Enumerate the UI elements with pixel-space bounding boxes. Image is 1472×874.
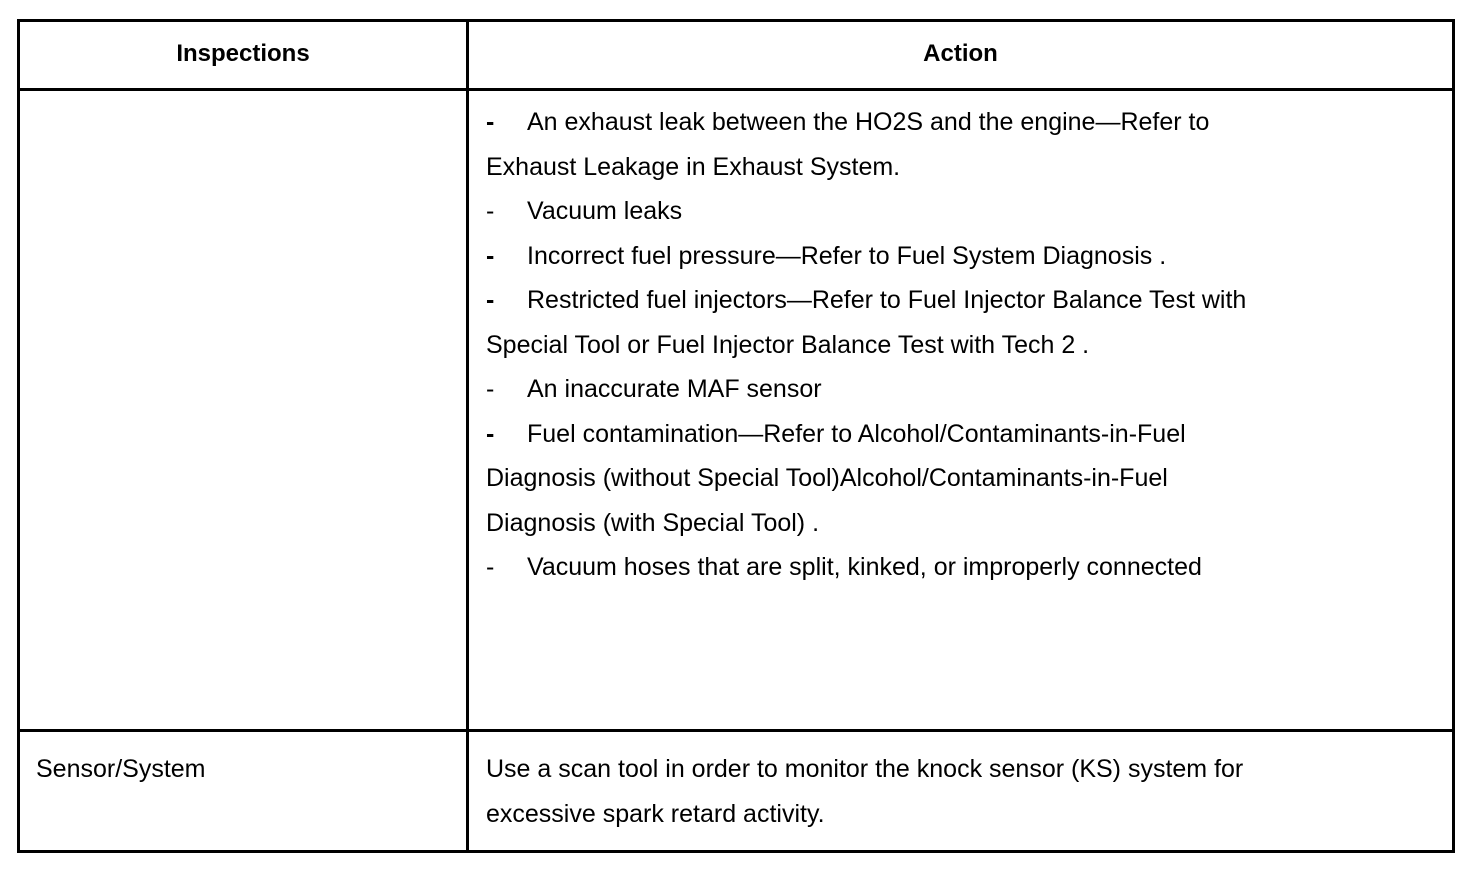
- action-line: [486, 456, 1246, 501]
- action-text: An inaccurate MAF sensor: [527, 375, 822, 403]
- column-divider: [466, 19, 469, 853]
- row-1-action-cell: [486, 100, 1246, 590]
- action-text: Special Tool or Fuel Injector Balance Test with Tech 2 .: [486, 330, 1090, 359]
- bullet-dash: -: [486, 553, 495, 581]
- action-line: [486, 792, 1243, 837]
- header-action: Action: [923, 40, 998, 67]
- action-text: An exhaust leak between the HO2S and the engine—Refer to: [527, 108, 1210, 136]
- action-line: [486, 278, 1246, 323]
- action-line: [486, 189, 1246, 234]
- action-line: [486, 747, 1243, 792]
- bullet-dash: -: [486, 375, 495, 403]
- header-inspections: Inspections: [176, 40, 310, 67]
- action-line: [486, 412, 1246, 457]
- bullet-dash: -: [486, 286, 495, 314]
- action-text: Use a scan tool in order to monitor the knock sensor (KS) system for: [486, 755, 1244, 783]
- action-text: Incorrect fuel pressure—Refer to Fuel System Diagnosis .: [527, 241, 1167, 270]
- action-line: [486, 323, 1246, 368]
- action-text: Diagnosis (without Special Tool)Alcohol/Contaminants-in-Fuel: [486, 464, 1168, 492]
- action-line: [486, 545, 1246, 590]
- action-line: [486, 501, 1246, 546]
- action-text: excessive spark retard activity.: [486, 799, 825, 828]
- action-text: Vacuum leaks: [527, 197, 683, 225]
- action-text: Diagnosis (with Special Tool) .: [486, 508, 820, 537]
- bullet-dash: -: [486, 197, 495, 225]
- action-line: [486, 234, 1246, 279]
- action-text: Vacuum hoses that are split, kinked, or improperly connected: [527, 553, 1202, 581]
- action-text: Restricted fuel injectors—Refer to Fuel Injector Balance Test with: [527, 286, 1247, 314]
- header-divider: [17, 88, 1455, 91]
- bullet-dash: -: [486, 419, 495, 448]
- row-2-action-cell: [486, 747, 1243, 836]
- row-divider: [17, 729, 1455, 732]
- bullet-dash: -: [486, 108, 495, 136]
- action-line: [486, 100, 1246, 145]
- action-text: Fuel contamination—Refer to Alcohol/Contaminants-in-Fuel: [527, 419, 1186, 448]
- row-2-inspection-cell: Sensor/System: [36, 755, 206, 783]
- bullet-dash: -: [486, 241, 495, 270]
- action-line: [486, 145, 1246, 190]
- action-text: Exhaust Leakage in Exhaust System.: [486, 152, 901, 181]
- action-line: [486, 367, 1246, 412]
